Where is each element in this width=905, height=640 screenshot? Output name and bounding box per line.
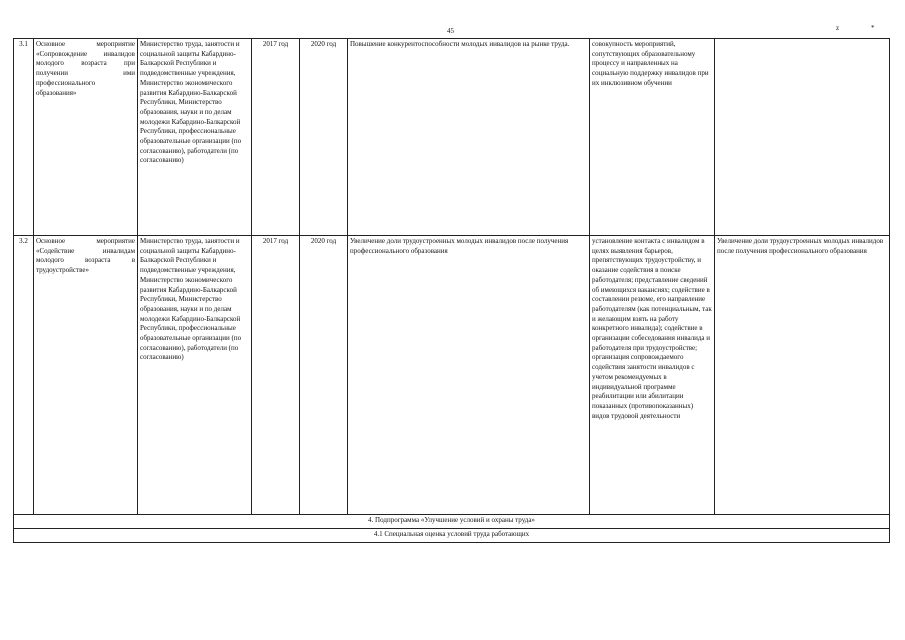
end-year-cell: 2020 год [300,39,348,236]
subprogram-title: 4. Подпрограмма «Улучшение условий и охраны труда» [14,515,890,529]
row-number: 3.1 [14,39,34,236]
start-year-cell: 2017 год [252,39,300,236]
table-row [14,236,890,515]
content-cell: установление контакта с инвалидом в целях выявления барьеров, препятствующих трудоустройству, и оказание содействия в поиске работодателя; представление сведений об имеющихся вакансиях; содействие в составлении резюме, его направление работодателям (как потенциальным, так и желающим взять на работу конкретного инвалида); содействие в организации собеседования инвалида и работодателя при трудоустройстве; организация сопровождаемого содействия занятости инвалидов с учетом рекомендуемых в индивидуальной программе реабилитации или абилитации показанных (противопоказанных) видов трудовой деятельности [590,236,715,515]
result-cell: Увеличение доли трудоустроенных молодых инвалидов после получения профессионального образования [348,236,590,515]
end-year-cell: 2020 год [300,236,348,515]
content-cell: совокупность мероприятий, сопутствующих образовательному процессу и направленных на социальную поддержку инвалидов при их инклюзивном обучении [590,39,715,236]
corner-mark: * [871,24,875,32]
subsection-title: 4.1 Специальная оценка условий труда работающих [14,529,890,543]
measure-cell: Основное мероприятие «Содействие инвалидам молодого возраста в трудоустройстве» [34,236,138,515]
subsection-row [14,529,890,543]
indicator-cell: Увеличение доли трудоустроенных молодых инвалидов после получения профессионального образования [715,236,890,515]
program-table [13,38,890,543]
executor-cell: Министерство труда, занятости и социальной защиты Кабардино-Балкарской Республики и подведомственные учреждения, Министерство экономического развития Кабардино-Балкарской Республики, Министерство образования, науки и по делам молодежи Кабардино-Балкарской Республики, профессиональные образовательные организации (по согласованию), работодатели (по согласованию) [138,236,252,515]
subprogram-row [14,515,890,529]
table-row [14,39,890,236]
corner-mark: z [836,24,840,32]
measure-cell: Основное мероприятие «Сопровождение инвалидов молодого возраста при получении ими профессионального образования» [34,39,138,236]
executor-cell: Министерство труда, занятости и социальной защиты Кабардино-Балкарской Республики и подведомственные учреждения, Министерство экономического развития Кабардино-Балкарской Республики, Министерство образования, науки и по делам молодежи Кабардино-Балкарской Республики, профессиональные образовательные организации (по согласованию), работодатели (по согласованию) [138,39,252,236]
page-number: 45 [447,27,454,35]
start-year-cell: 2017 год [252,236,300,515]
result-cell: Повышение конкурентоспособности молодых инвалидов на рынке труда. [348,39,590,236]
indicator-cell [715,39,890,236]
row-number: 3.2 [14,236,34,515]
